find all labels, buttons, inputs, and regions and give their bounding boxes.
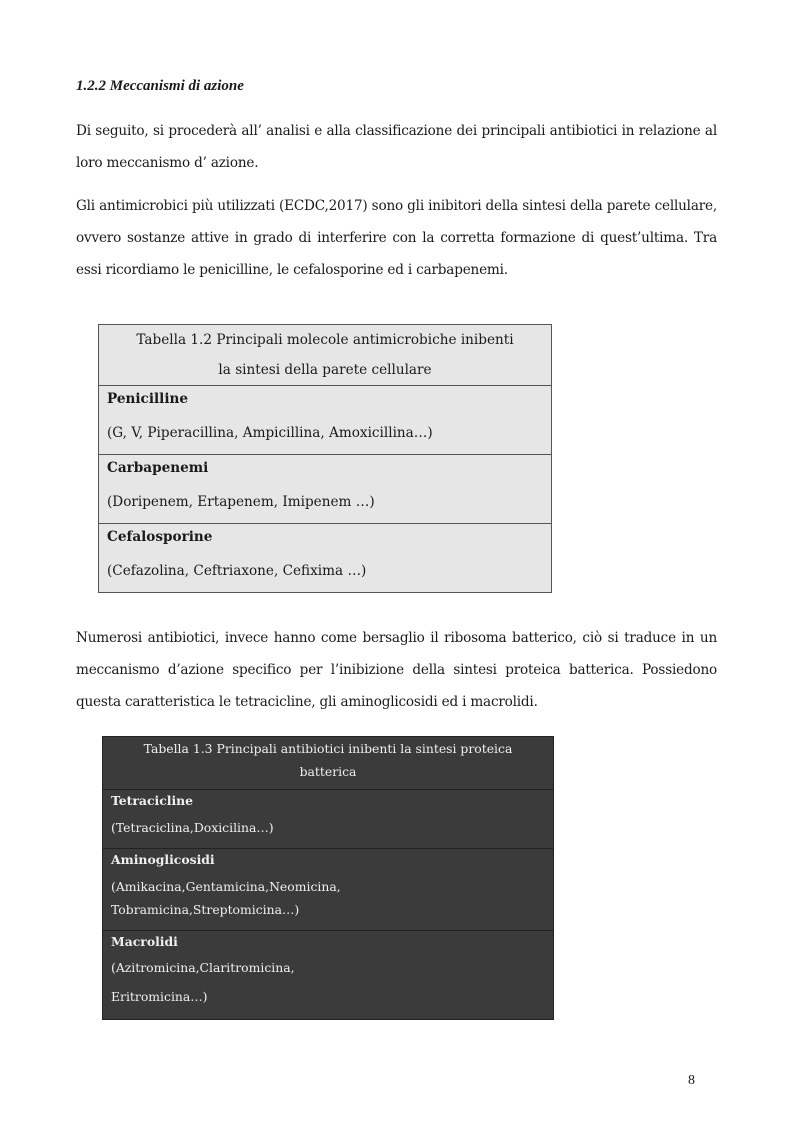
molecule-list: (G, V, Piperacillina, Ampicillina, Amoxicillina…) (107, 425, 433, 441)
paragraph-protein-synthesis: Numerosi antibiotici, invece hanno come bersaglio il ribosoma batterico, ciò si traduce in un meccanismo d’azione specifico per l’inibizione della sintesi proteica batterica. Possiedono questa caratteristica le tetracicline, gli aminoglicosidi ed i macrolidi. (76, 630, 717, 710)
table-caption-line: batterica (299, 764, 357, 779)
class-name: Macrolidi (111, 934, 178, 949)
class-name: Aminoglicosidi (111, 852, 215, 867)
section-heading: 1.2.2 Meccanismi di azione (76, 78, 244, 94)
table-caption (99, 325, 552, 386)
table-protein-synthesis-inhibitors (102, 736, 554, 1020)
molecule-list (111, 810, 545, 845)
paragraph-intro: Di seguito, si procederà all’ analisi e alla classificazione dei principali antibiotici in relazione al loro meccanismo d’ azione. (76, 123, 717, 171)
molecule-list-line: Tobramicina,Streptomicina…) (111, 902, 300, 917)
molecule-list-line: Eritromicina…) (111, 989, 208, 1004)
table-row (103, 790, 554, 849)
table-caption-line: Tabella 1.3 Principali antibiotici inibenti la sintesi proteica (143, 741, 513, 756)
table-row (99, 524, 552, 593)
molecule-list (111, 951, 545, 1017)
table-row (99, 386, 552, 455)
page-number: 8 (688, 1073, 695, 1088)
class-name: Tetracicline (111, 793, 194, 808)
molecule-list (111, 869, 545, 927)
table-caption-line: la sintesi della parete cellulare (218, 362, 432, 378)
molecule-list-line: (Amikacina,Gentamicina,Neomicina, (111, 879, 341, 894)
molecule-list: (Doripenem, Ertapenem, Imipenem …) (107, 494, 375, 510)
table-caption (103, 737, 554, 790)
table-caption-line: Tabella 1.2 Principali molecole antimicrobiche inibenti (136, 332, 514, 348)
molecule-list-line: (Tetraciclina,Doxicilina…) (111, 820, 274, 835)
table-cell-wall-inhibitors (98, 324, 552, 593)
class-name: Cefalosporine (107, 529, 213, 545)
molecule-list-line: (Azitromicina,Claritromicina, (111, 960, 295, 975)
molecule-list: (Cefazolina, Ceftriaxone, Cefixima …) (107, 563, 367, 579)
class-name: Penicilline (107, 391, 189, 407)
paragraph-cell-wall: Gli antimicrobici più utilizzati (ECDC,2017) sono gli inibitori della sintesi della parete cellulare, ovvero sostanze attive in grado di interferire con la corretta formazione di quest’ultima. Tra essi ricordiamo le penicilline, le cefalosporine ed i carbapenemi. (76, 198, 717, 278)
table-row (103, 931, 554, 1020)
class-name: Carbapenemi (107, 460, 209, 476)
table-row (99, 455, 552, 524)
table-row (103, 849, 554, 931)
